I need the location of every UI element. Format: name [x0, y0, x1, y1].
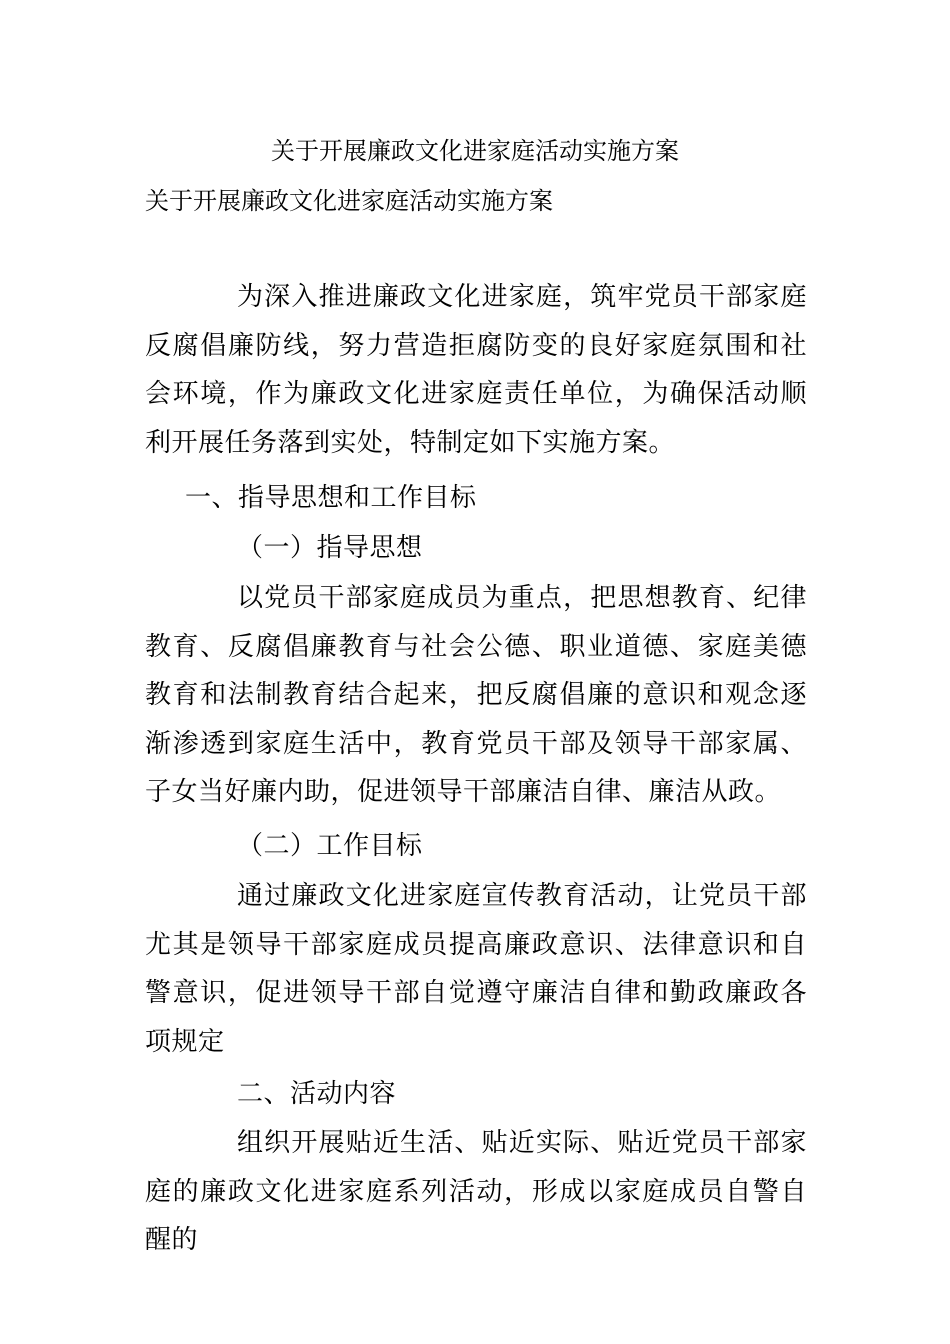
document-subtitle: 关于开展廉政文化进家庭活动实施方案 — [145, 187, 553, 215]
section-1-2-heading: （二）工作目标 — [237, 831, 423, 861]
intro-paragraph: 为深入推进廉政文化进家庭，筑牢党员干部家庭反腐倡廉防线，努力营造拒腐防变的良好家庭氛围和社会环境，作为廉政文化进家庭责任单位，为确保活动顺利开展任务落到实处，特制定如下实施方案。 — [145, 282, 807, 458]
guiding-ideology-paragraph: 以党员干部家庭成员为重点，把思想教育、纪律教育、反腐倡廉教育与社会公德、职业道德、家庭美德教育和法制教育结合起来，把反腐倡廉的意识和观念逐渐渗透到家庭生活中，教育党员干部及领导干部家属、子女当好廉内助，促进领导干部廉洁自律、廉洁从政。 — [145, 583, 807, 807]
work-goal-paragraph: 通过廉政文化进家庭宣传教育活动，让党员干部尤其是领导干部家庭成员提高廉政意识、法律意识和自警意识，促进领导干部自觉遵守廉洁自律和勤政廉政各项规定 — [145, 881, 807, 1057]
document-title: 关于开展廉政文化进家庭活动实施方案 — [271, 137, 679, 165]
activity-content-paragraph: 组织开展贴近生活、贴近实际、贴近党员干部家庭的廉政文化进家庭系列活动，形成以家庭成员自警自醒的 — [145, 1128, 807, 1255]
section-1-heading: 一、指导思想和工作目标 — [185, 483, 477, 513]
section-2-heading: 二、活动内容 — [237, 1079, 397, 1109]
section-1-1-heading: （一）指导思想 — [237, 533, 423, 563]
